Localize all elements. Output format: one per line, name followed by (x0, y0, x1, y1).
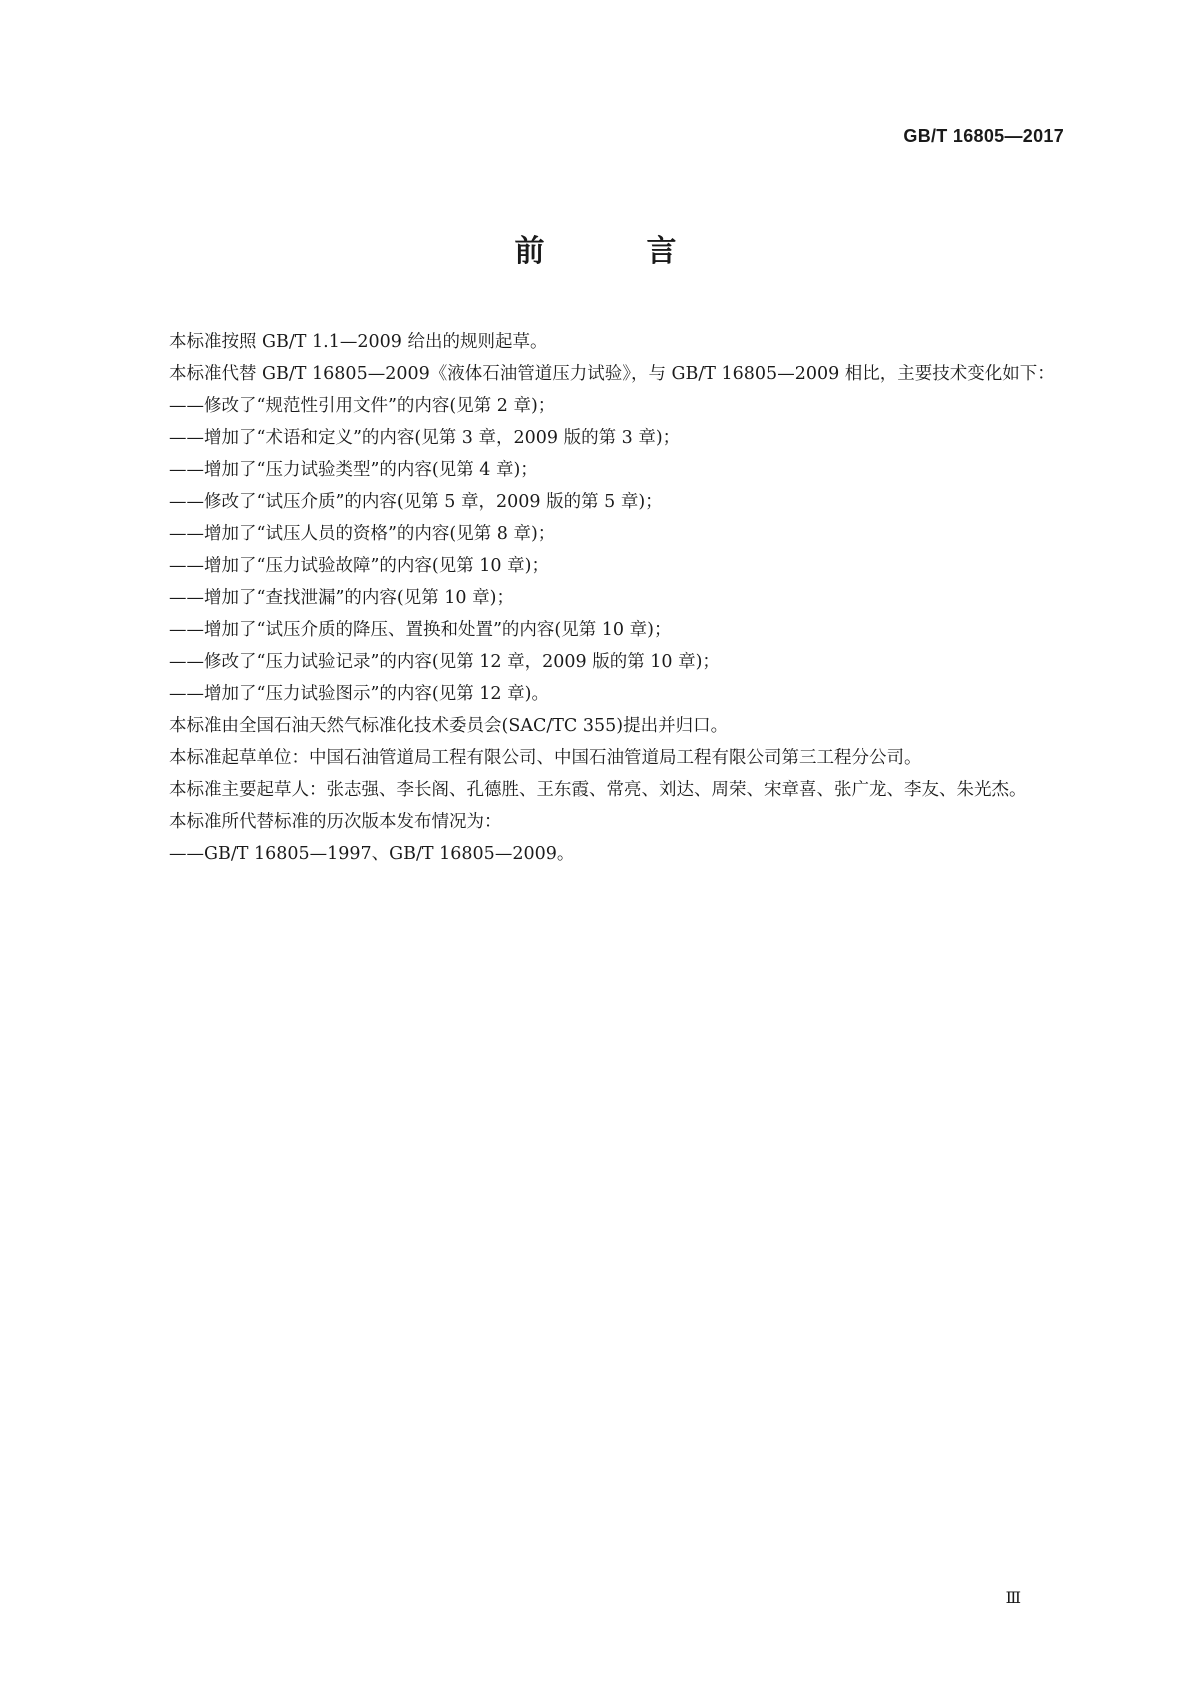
page-number: Ⅲ (1005, 1590, 1021, 1607)
list-item: ——增加了“压力试验故障”的内容(见第 10 章)； (169, 556, 549, 576)
paragraph-replacement: 本标准代替 GB/T 16805—2009《液体石油管道压力试验》，与 GB/T 16805—2009 相比，主要技术变化如下： (169, 364, 1055, 384)
paragraph-proposer: 本标准由全国石油天然气标准化技术委员会(SAC/TC 355)提出并归口。 (169, 716, 729, 736)
paragraph-history-intro: 本标准所代替标准的历次版本发布情况为： (169, 812, 502, 832)
paragraph-drafters: 本标准主要起草人：张志强、李长阁、孔德胜、王东霞、常亮、刘达、周荣、宋章喜、张广龙、李友、朱光杰。 (169, 780, 1027, 800)
list-item: ——增加了“试压介质的降压、置换和处置”的内容(见第 10 章)； (169, 620, 672, 640)
paragraph-drafting-units: 本标准起草单位：中国石油管道局工程有限公司、中国石油管道局工程有限公司第三工程分公司。 (169, 748, 922, 768)
list-item: ——修改了“试压介质”的内容(见第 5 章，2009 版的第 5 章)； (169, 492, 663, 512)
list-item: ——增加了“试压人员的资格”的内容(见第 8 章)； (169, 524, 556, 544)
list-item: ——增加了“压力试验图示”的内容(见第 12 章)。 (169, 684, 549, 704)
standard-code: GB/T 16805—2017 (903, 126, 1064, 146)
paragraph-drafting-rules: 本标准按照 GB/T 1.1—2009 给出的规则起草。 (169, 332, 548, 352)
list-item: ——修改了“规范性引用文件”的内容(见第 2 章)； (169, 396, 556, 416)
foreword-body (134, 326, 1064, 870)
list-item: ——增加了“查找泄漏”的内容(见第 10 章)； (169, 588, 514, 608)
list-item: ——修改了“压力试验记录”的内容(见第 12 章，2009 版的第 10 章)； (169, 652, 720, 672)
list-item: ——增加了“术语和定义”的内容(见第 3 章，2009 版的第 3 章)； (169, 428, 681, 448)
list-item: ——增加了“压力试验类型”的内容(见第 4 章)； (169, 460, 538, 480)
history-item: ——GB/T 16805—1997、GB/T 16805—2009。 (169, 844, 575, 864)
changes-list (134, 390, 1064, 710)
page-title: 前 言 (514, 234, 713, 269)
